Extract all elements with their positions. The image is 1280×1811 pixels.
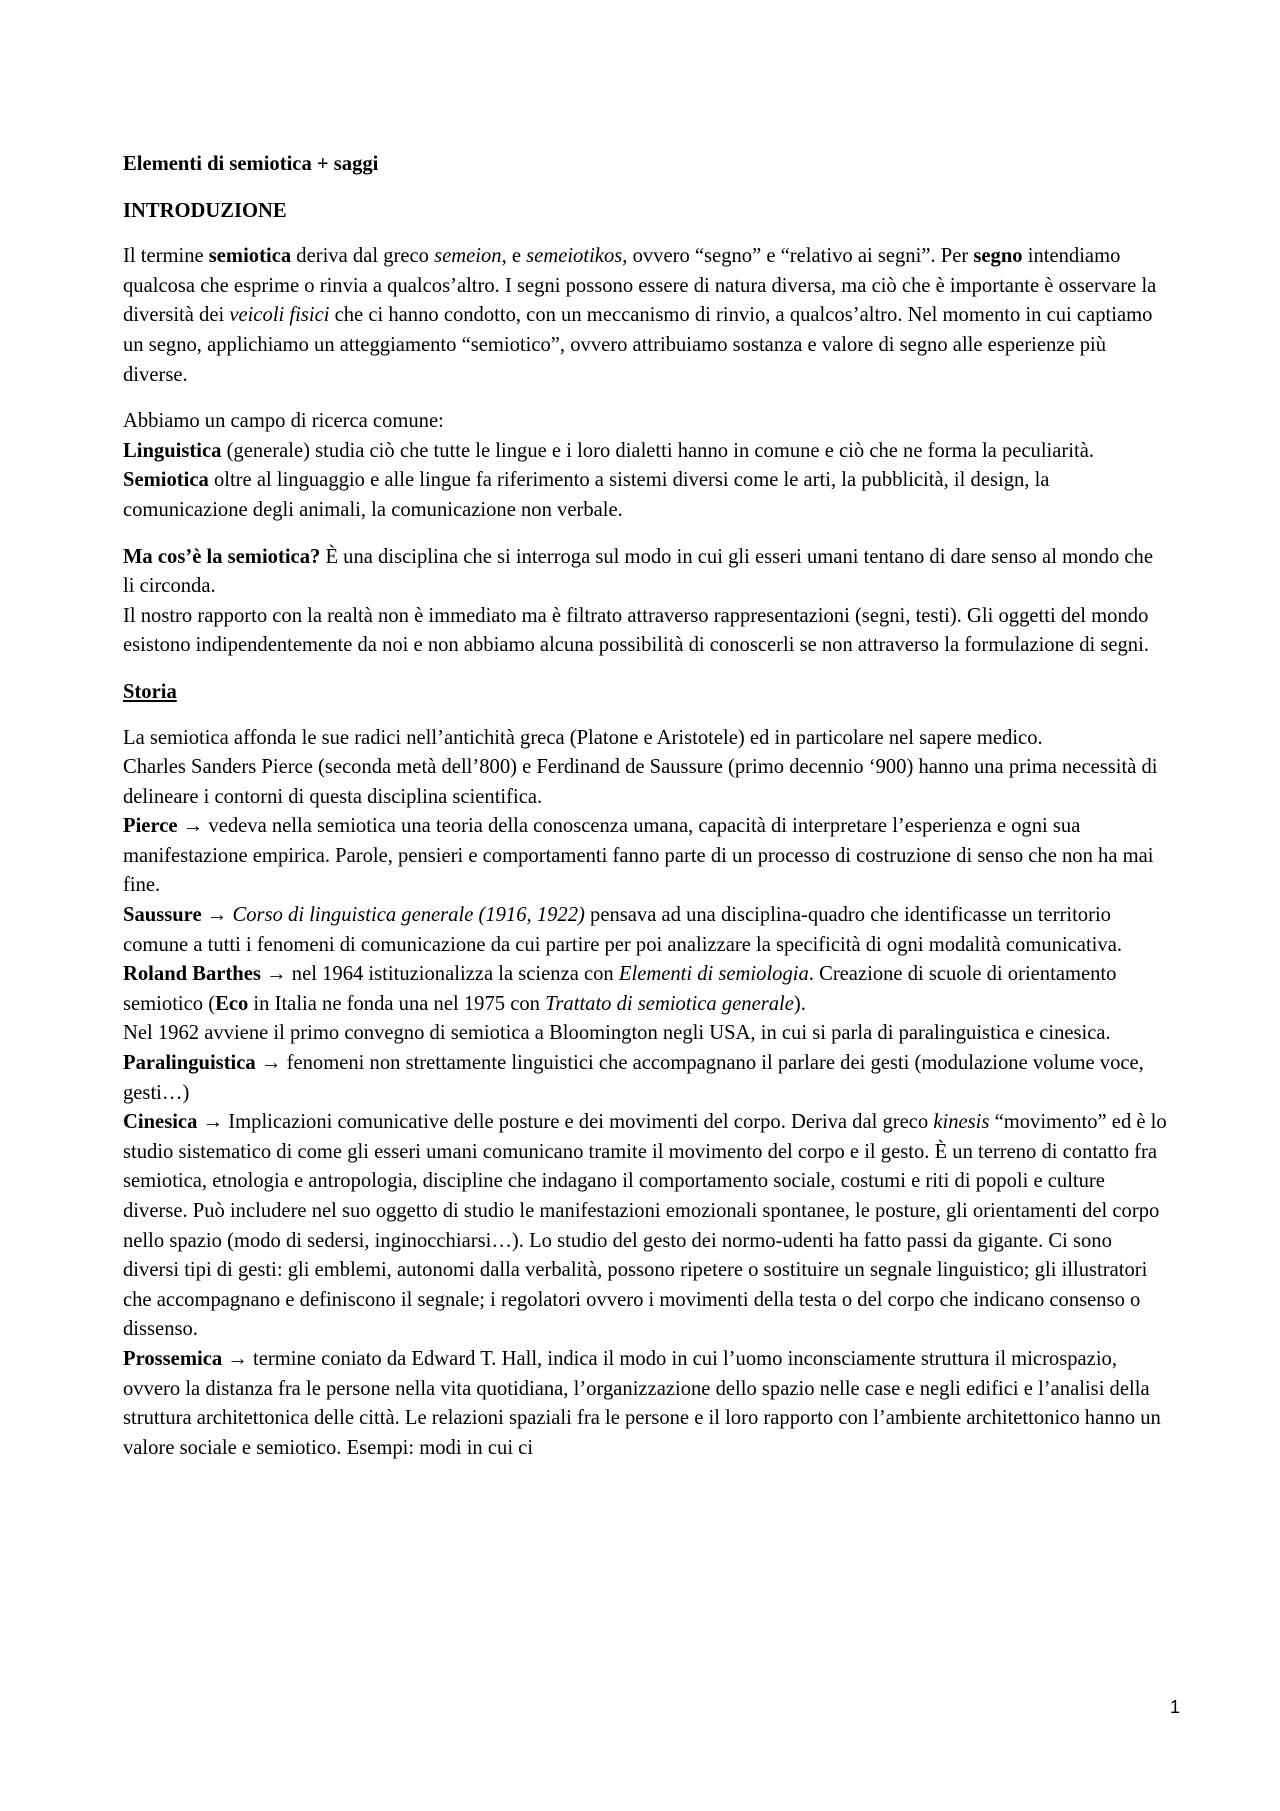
entry-saussure: Saussure → Corso di linguistica generale (1916, 1922) pensava ad una disciplina-quadro che identificasse un territorio comune a tutti i fenomeni di comunicazione da cui partire per poi analizzare la specificità di ogni modalità comunicativa. [123, 904, 1122, 956]
entry-barthes: Roland Barthes → nel 1964 istituzionalizza la scienza con Elementi di semiologia. Creazione di scuole di orientamento semiotico (Eco in Italia ne fonda una nel 1975 con Trattato di semiotica generale). [123, 963, 1117, 1015]
entry-cinesica: Cinesica → Implicazioni comunicative delle posture e dei movimenti del corpo. Deriva dal greco kinesis “movimento” ed è lo studio sistematico di come gli esseri umani comunicano tramite il movimento del corpo e il gesto. È un terreno di contatto fra semiotica, etnologia e antropologia, discipline che indagano il comportamento sociale, costumi e riti di popoli e culture diverse. Può includere nel suo oggetto di studio le manifestazioni emozionali spontanee, le posture, gli orientamenti del corpo nello spazio (modo di sedersi, inginocchiarsi…). Lo studio del gesto dei normo-udenti ha fatto passi da gigante. Ci sono diversi tipi di gesti: gli emblemi, autonomi dalla verbalità, possono ripetere o sostituire un segnale linguistico; gli illustratori che accompagnano e definiscono il segnale; i regolatori ovvero i movimenti della testa o del corpo che indicano consenso o dissenso. [123, 1111, 1167, 1341]
arrow-right-icon: → [260, 1052, 282, 1075]
arrow-right-icon: → [227, 1347, 248, 1370]
paragraph-campo-ricerca: Abbiamo un campo di ricerca comune: Linguistica (generale) studia ciò che tutte le lingue e i loro dialetti hanno in comune e ciò che ne forma la peculiarità. Semiotica oltre al linguaggio e alle lingue fa riferimento a sistemi diversi come le arti, la pubblicità, il design, la comunicazione degli animali, la comunicazione non verbale. [123, 410, 1095, 521]
paragraph-cose-semiotica: Ma cos’è la semiotica? È una disciplina che si interroga sul modo in cui gli esseri umani tentano di dare senso al mondo che li circonda. Il nostro rapporto con la realtà non è immediato ma è filtrato attraverso rappresentazioni (segni, testi). Gli oggetti del mondo esistono indipendentemente da noi e non abbiamo alcuna possibilità di conoscerli se non attraverso la formulazione di segni. [123, 545, 1153, 657]
paragraph-intro: Il termine semiotica deriva dal greco semeion, e semeiotikos, ovvero “segno” e “relativo ai segni”. Per segno intendiamo qualcosa che esprime o rinvia a qualcos’altro. I segni possono essere di natura diversa, ma ciò che è importante è osservare la diversità dei veicoli fisici che ci hanno condotto, con un meccanismo di rinvio, a qualcos’altro. Nel momento in cui captiamo un segno, applichiamo un atteggiamento “semiotico”, ovvero attribuiamo sostanza e valore di segno alle esperienze più diverse. [123, 245, 1157, 386]
document-body [123, 150, 1169, 1463]
arrow-right-icon: → [202, 1111, 224, 1134]
section-heading-storia: Storia [123, 680, 177, 703]
arrow-right-icon: → [182, 815, 204, 838]
page-number: 1 [1169, 1697, 1180, 1717]
arrow-right-icon: → [206, 904, 228, 927]
document-title: Elementi di semiotica + saggi [123, 153, 379, 175]
entry-prossemica: Prossemica → termine coniato da Edward T. Hall, indica il modo in cui l’uomo inconsciamente struttura il microspazio, ovvero la distanza fra le persone nella vita quotidiana, l’organizzazione dello spazio nelle case e negli edifici e l’analisi della struttura architettonica delle città. Le relazioni spaziali fra le persone e il loro rapporto con l’ambiente architettonico hanno un valore sociale e semiotico. Esempi: modi in cui ci [123, 1347, 1161, 1459]
section-heading-introduzione: INTRODUZIONE [123, 199, 287, 222]
paragraph-storia: La semiotica affonda le sue radici nell’antichità greca (Platone e Aristotele) ed in particolare nel sapere medico. Charles Sanders Pierce (seconda metà dell’800) e Ferdinand de Saussure (primo decennio ‘900) hanno una prima necessità di delineare i contorni di questa disciplina scientifica. Pierce → vedeva nella semiotica una teoria della conoscenza umana, capacità di interpretare l’esperienza e ogni sua manifestazione empirica. Parole, pensieri e comportamenti fanno parte di un processo di costruzione di senso che non ha mai fine. Saussure → Corso di linguistica generale (1916, 1922) pensava ad una disciplina-quadro che identificasse un territorio comune a tutti i fenomeni di comunicazione da cui partire per poi analizzare la specificità di ogni modalità comunicativa. Roland Barthes → nel 1964 istituzionalizza la scienza con Elementi di semiologia. Creazione di scuole di orientamento semiotico (Eco in Italia ne fonda una nel 1975 con Trattato di semiotica generale). Nel 1962 avviene il primo convegno di semiotica a Bloomington negli USA, in cui si parla di paralinguistica e cinesica. Paralinguistica → fenomeni non strettamente linguistici che accompagnano il parlare dei gesti (modulazione volume voce, gesti…) Cinesica → Implicazioni comunicative delle posture e dei movimenti del corpo. Deriva dal greco kinesis “movimento” ed è lo studio sistematico di come gli esseri umani comunicano tramite il movimento del corpo e il gesto. È un terreno di contatto fra semiotica, etnologia e antropologia, discipline che indagano il comportamento sociale, costumi e riti di popoli e culture diverse. Può includere nel suo oggetto di studio le manifestazioni emozionali spontanee, le posture, gli orientamenti del corpo nello spazio (modo di sedersi, inginocchiarsi…). Lo studio del gesto dei normo-udenti ha fatto passi da gigante. Ci sono diversi tipi di gesti: gli emblemi, autonomi dalla verbalità, possono ripetere o sostituire un segnale linguistico; gli illustratori che accompagnano e definiscono il segnale; i regolatori ovvero i movimenti della testa o del corpo che indicano consenso o dissenso. Prossemica → termine coniato da Edward T. Hall, indica il modo in cui l’uomo inconsciamente struttura il microspazio, ovvero la distanza fra le persone nella vita quotidiana, l’organizzazione dello spazio nelle case e negli edifici e l’analisi della struttura architettonica delle città. Le relazioni spaziali fra le persone e il loro rapporto con l’ambiente architettonico hanno un valore sociale e semiotico. Esempi: modi in cui ci [123, 724, 1169, 1464]
entry-paralinguistica: Paralinguistica → fenomeni non strettamente linguistici che accompagnano il parlare dei gesti (modulazione volume voce, gesti…) [123, 1052, 1144, 1104]
entry-pierce: Pierce → vedeva nella semiotica una teoria della conoscenza umana, capacità di interpretare l’esperienza e ogni sua manifestazione empirica. Parole, pensieri e comportamenti fanno parte di un processo di costruzione di senso che non ha mai fine. [123, 815, 1154, 897]
arrow-right-icon: → [266, 963, 287, 986]
